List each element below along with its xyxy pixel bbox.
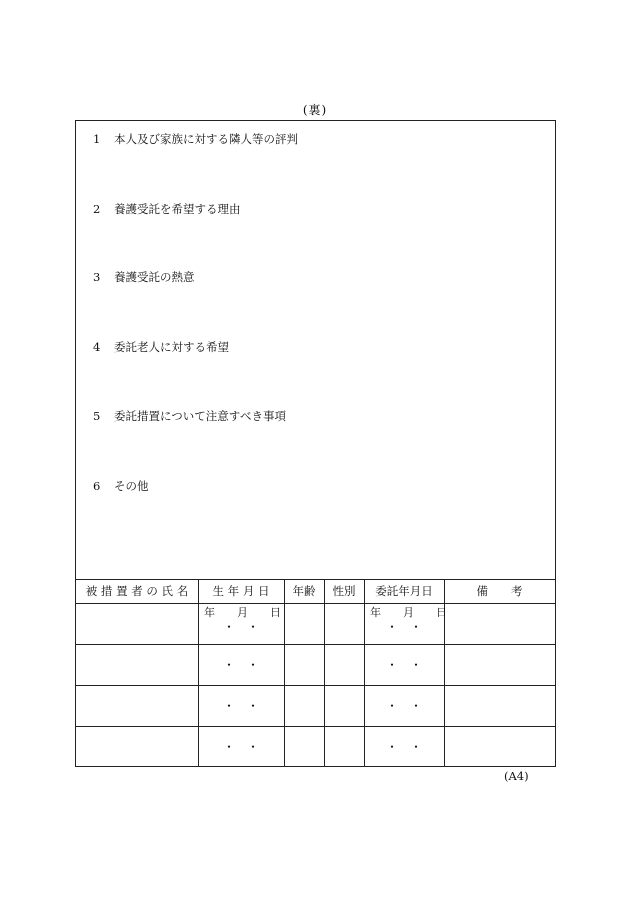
header-birthdate: 生 年 月 日	[212, 584, 270, 598]
birthdate-ymd-label: 年 月 日	[204, 606, 281, 619]
table-row-border	[76, 644, 555, 645]
item-label: 委託老人に対する希望	[114, 340, 229, 354]
header-age: 年齢	[292, 584, 316, 598]
page-heading: (裏)	[302, 103, 328, 117]
item-label: 本人及び家族に対する隣人等の評判	[114, 132, 298, 146]
consignment-ymd-label: 年 月 日	[370, 606, 447, 619]
table-header-border	[76, 603, 555, 604]
item-label: その他	[114, 479, 149, 493]
item-label: 養護受託を希望する理由	[114, 202, 241, 216]
item-4	[93, 339, 229, 355]
item-5	[93, 408, 286, 424]
item-number: 2	[93, 202, 101, 216]
birthdate-dots: ・ ・	[222, 620, 259, 634]
item-1	[93, 131, 298, 147]
birthdate-dots: ・ ・	[222, 699, 259, 713]
item-number: 4	[93, 340, 101, 354]
birthdate-dots: ・ ・	[222, 740, 259, 754]
consignment-dots: ・ ・	[385, 620, 422, 634]
item-number: 6	[93, 479, 101, 493]
paper-size-note: (A4)	[504, 769, 529, 783]
table-column-divider	[324, 579, 325, 766]
item-label: 委託措置について注意すべき事項	[114, 409, 287, 423]
consignment-dots: ・ ・	[385, 740, 422, 754]
item-2	[93, 201, 241, 217]
birthdate-dots: ・ ・	[222, 658, 259, 672]
header-consignment-date: 委託年月日	[375, 584, 433, 598]
header-name: 被 措 置 者 の 氏 名	[85, 584, 189, 598]
item-number: 5	[93, 409, 101, 423]
header-sex: 性別	[332, 584, 356, 598]
item-6	[93, 478, 149, 494]
item-number: 1	[93, 132, 101, 146]
item-3	[93, 269, 195, 285]
table-row-border	[76, 685, 555, 686]
item-label: 養護受託の熱意	[114, 270, 195, 284]
table-row-border	[76, 726, 555, 727]
header-remarks: 備 考	[476, 584, 523, 598]
consignment-dots: ・ ・	[385, 699, 422, 713]
form-frame	[75, 120, 556, 767]
item-number: 3	[93, 270, 101, 284]
consignment-dots: ・ ・	[385, 658, 422, 672]
table-column-divider	[284, 579, 285, 766]
